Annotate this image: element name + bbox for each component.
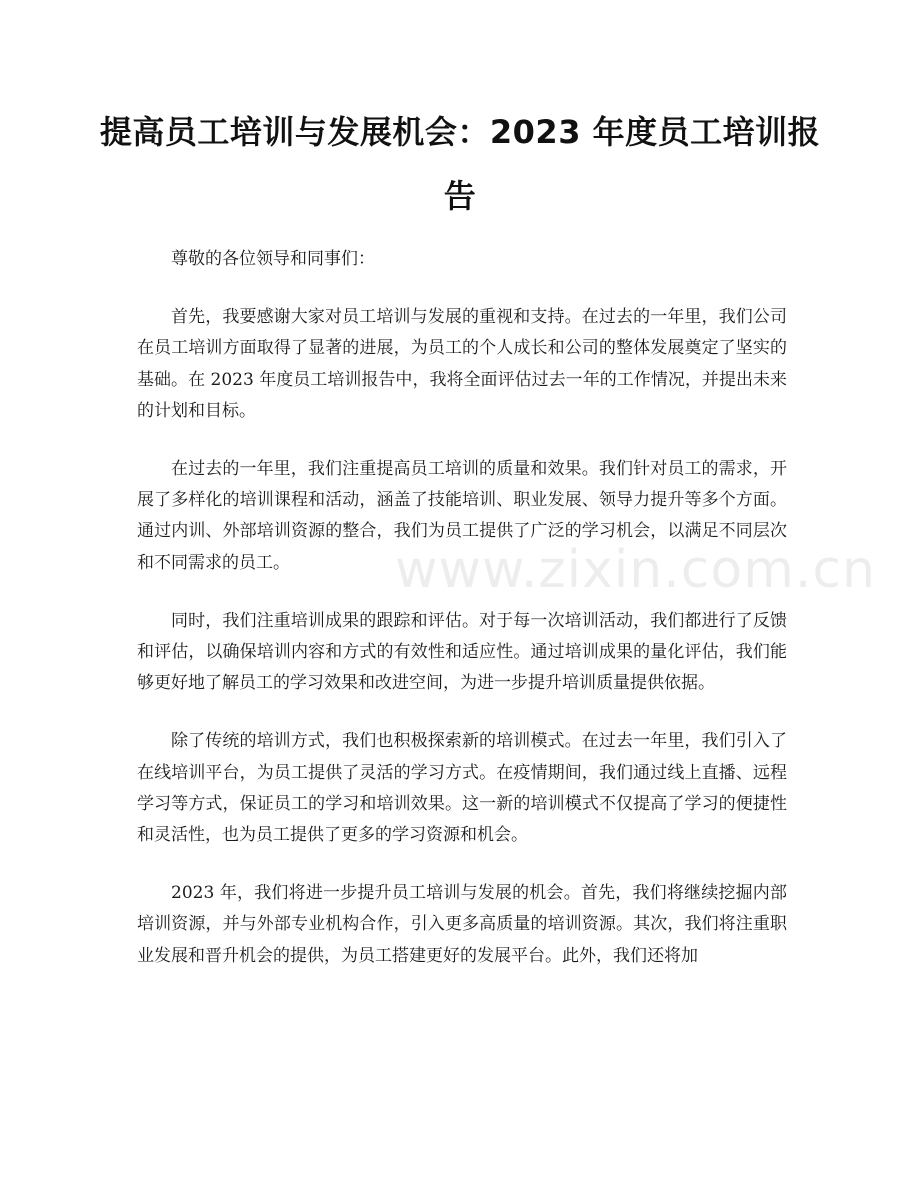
paragraph-2: 在过去的一年里，我们注重提高员工培训的质量和效果。我们针对员工的需求，开展了多样化的培训课程和活动，涵盖了技能培训、职业发展、领导力提升等多个方面。通过内训、外部培训资源的整合，我们为员工提供了广泛的学习机会，以满足不同层次和不同需求的员工。 [137, 459, 787, 573]
paragraph-3: 同时，我们注重培训成果的跟踪和评估。对于每一次培训活动，我们都进行了反馈和评估，以确保培训内容和方式的有效性和适应性。通过培训成果的量化评估，我们能够更好地了解员工的学习效果和改进空间，为进一步提升培训质量提供依据。 [137, 610, 787, 694]
document-title: 提高员工培训与发展机会：2023 年度员工培训报告 [99, 113, 821, 215]
paragraph-1: 首先，我要感谢大家对员工培训与发展的重视和支持。在过去的一年里，我们公司在员工培训方面取得了显著的进展，为员工的个人成长和公司的整体发展奠定了坚实的基础。在 2023 年度员工培训报告中，我将全面评估过去一年的工作情况，并提出未来的计划和目标。 [137, 307, 787, 421]
paragraph-5: 2023 年，我们将进一步提升员工培训与发展的机会。首先，我们将继续挖掘内部培训资源，并与外部专业机构合作，引入更多高质量的培训资源。其次，我们将注重职业发展和晋升机会的提供，为员工搭建更好的发展平台。此外，我们还将加 [137, 883, 787, 966]
watermark: www.zixin.com.cn [395, 540, 876, 600]
document-body [137, 244, 787, 999]
paragraph-4: 除了传统的培训方式，我们也积极探索新的培训模式。在过去一年里，我们引入了在线培训平台，为员工提供了灵活的学习方式。在疫情期间，我们通过线上直播、远程学习等方式，保证员工的学习和培训效果。这一新的培训模式不仅提高了学习的便捷性和灵活性，也为员工提供了更多的学习资源和机会。 [137, 731, 787, 846]
salutation: 尊敬的各位领导和同事们： [171, 249, 375, 269]
